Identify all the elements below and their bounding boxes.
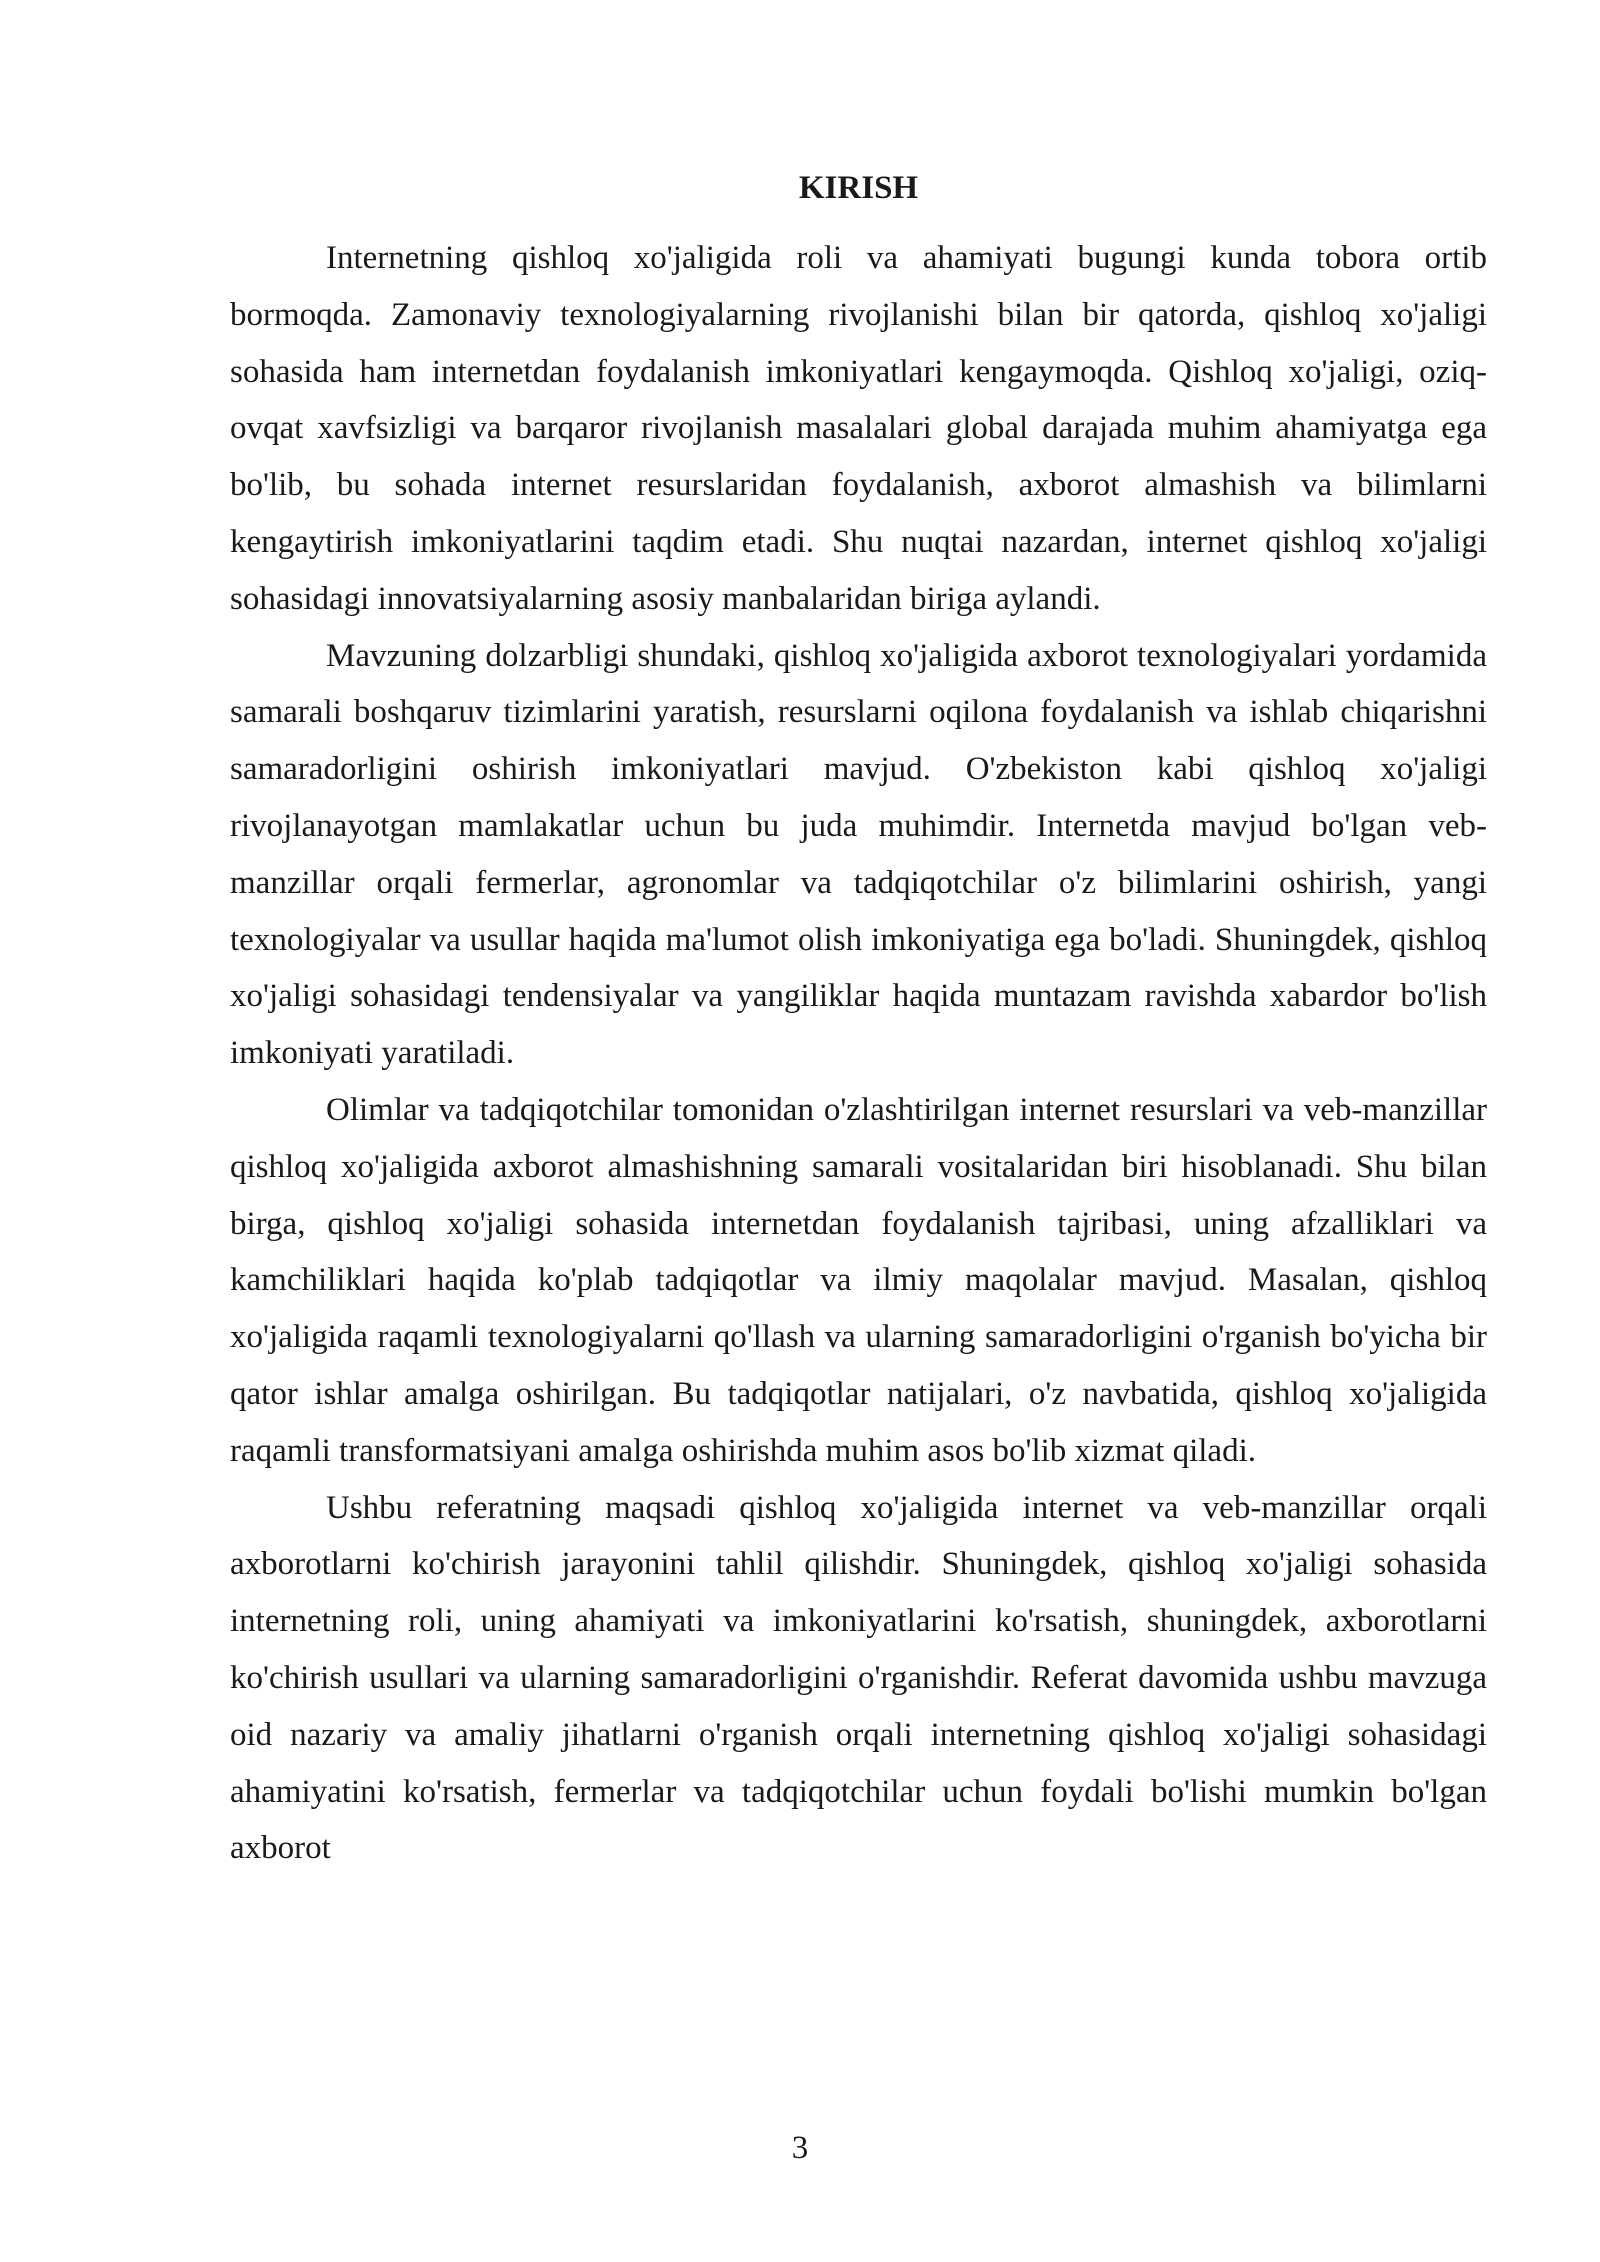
page-number: 3	[791, 2130, 809, 2166]
paragraph-1: Internetning qishloq xo'jaligida roli va ahamiyati bugungi kunda tobora ortib bormoqda. Zamonaviy texnologiyalarning rivojlanishi bilan bir qatorda, qishloq xo'jaligi sohasida ham internetdan foydalanish imkoniyatlari kengaymoqda. Qishloq xo'jaligi, oziq-ovqat xavfsizligi va barqaror rivojlanish masalalari global darajada muhim ahamiyatga ega bo'lib, bu sohada internet resurslaridan foydalanish, axborot almashish va bilimlarni kengaytirish imkoniyatlarini taqdim etadi. Shu nuqtai nazardan, internet qishloq xo'jaligi sohasidagi innovatsiyalarning asosiy manbalaridan biriga aylandi.	[230, 240, 1487, 617]
paragraph-2: Mavzuning dolzarbligi shundaki, qishloq xo'jaligida axborot texnologiyalari yordamida samarali boshqaruv tizimlarini yaratish, resurslarni oqilona foydalanish va ishlab chiqarishni samaradorligini oshirish imkoniyatlari mavjud. O'zbekiston kabi qishloq xo'jaligi rivojlanayotgan mamlakatlar uchun bu juda muhimdir. Internetda mavjud bo'lgan veb-manzillar orqali fermerlar, agronomlar va tadqiqotchilar o'z bilimlarini oshirish, yangi texnologiyalar va usullar haqida ma'lumot olish imkoniyatiga ega bo'ladi. Shuningdek, qishloq xo'jaligi sohasidagi tendensiyalar va yangiliklar haqida muntazam ravishda xabardor bo'lish imkoniyati yaratiladi.	[230, 637, 1487, 1072]
section-title: KIRISH	[798, 170, 919, 206]
paragraph-4: Ushbu referatning maqsadi qishloq xo'jaligida internet va veb-manzillar orqali axborotlarni ko'chirish jarayonini tahlil qilishdir. Shuningdek, qishloq xo'jaligi sohasida internetning roli, uning ahamiyati va imkoniyatlarini ko'rsatish, shuningdek, axborotlarni ko'chirish usullari va ularning samaradorligini o'rganishdir. Referat davomida ushbu mavzuga oid nazariy va amaliy jihatlarni o'rganish orqali internetning qishloq xo'jaligi sohasidagi ahamiyatini ko'rsatish, fermerlar va tadqiqotchilar uchun foydali bo'lishi mumkin bo'lgan axborot	[230, 1489, 1487, 1867]
paragraph-3: Olimlar va tadqiqotchilar tomonidan o'zlashtirilgan internet resurslari va veb-manzillar qishloq xo'jaligida axborot almashishning samarali vositalaridan biri hisoblanadi. Shu bilan birga, qishloq xo'jaligi sohasida internetdan foydalanish tajribasi, uning afzalliklari va kamchiliklari haqida ko'plab tadqiqotlar va ilmiy maqolalar mavjud. Masalan, qishloq xo'jaligida raqamli texnologiyalarni qo'llash va ularning samaradorligini o'rganish bo'yicha bir qator ishlar amalga oshirilgan. Bu tadqiqotlar natijalari, o'z navbatida, qishloq xo'jaligida raqamli transformatsiyani amalga oshirishda muhim asos bo'lib xizmat qiladi.	[230, 1091, 1487, 1469]
page-content	[230, 160, 1487, 1877]
